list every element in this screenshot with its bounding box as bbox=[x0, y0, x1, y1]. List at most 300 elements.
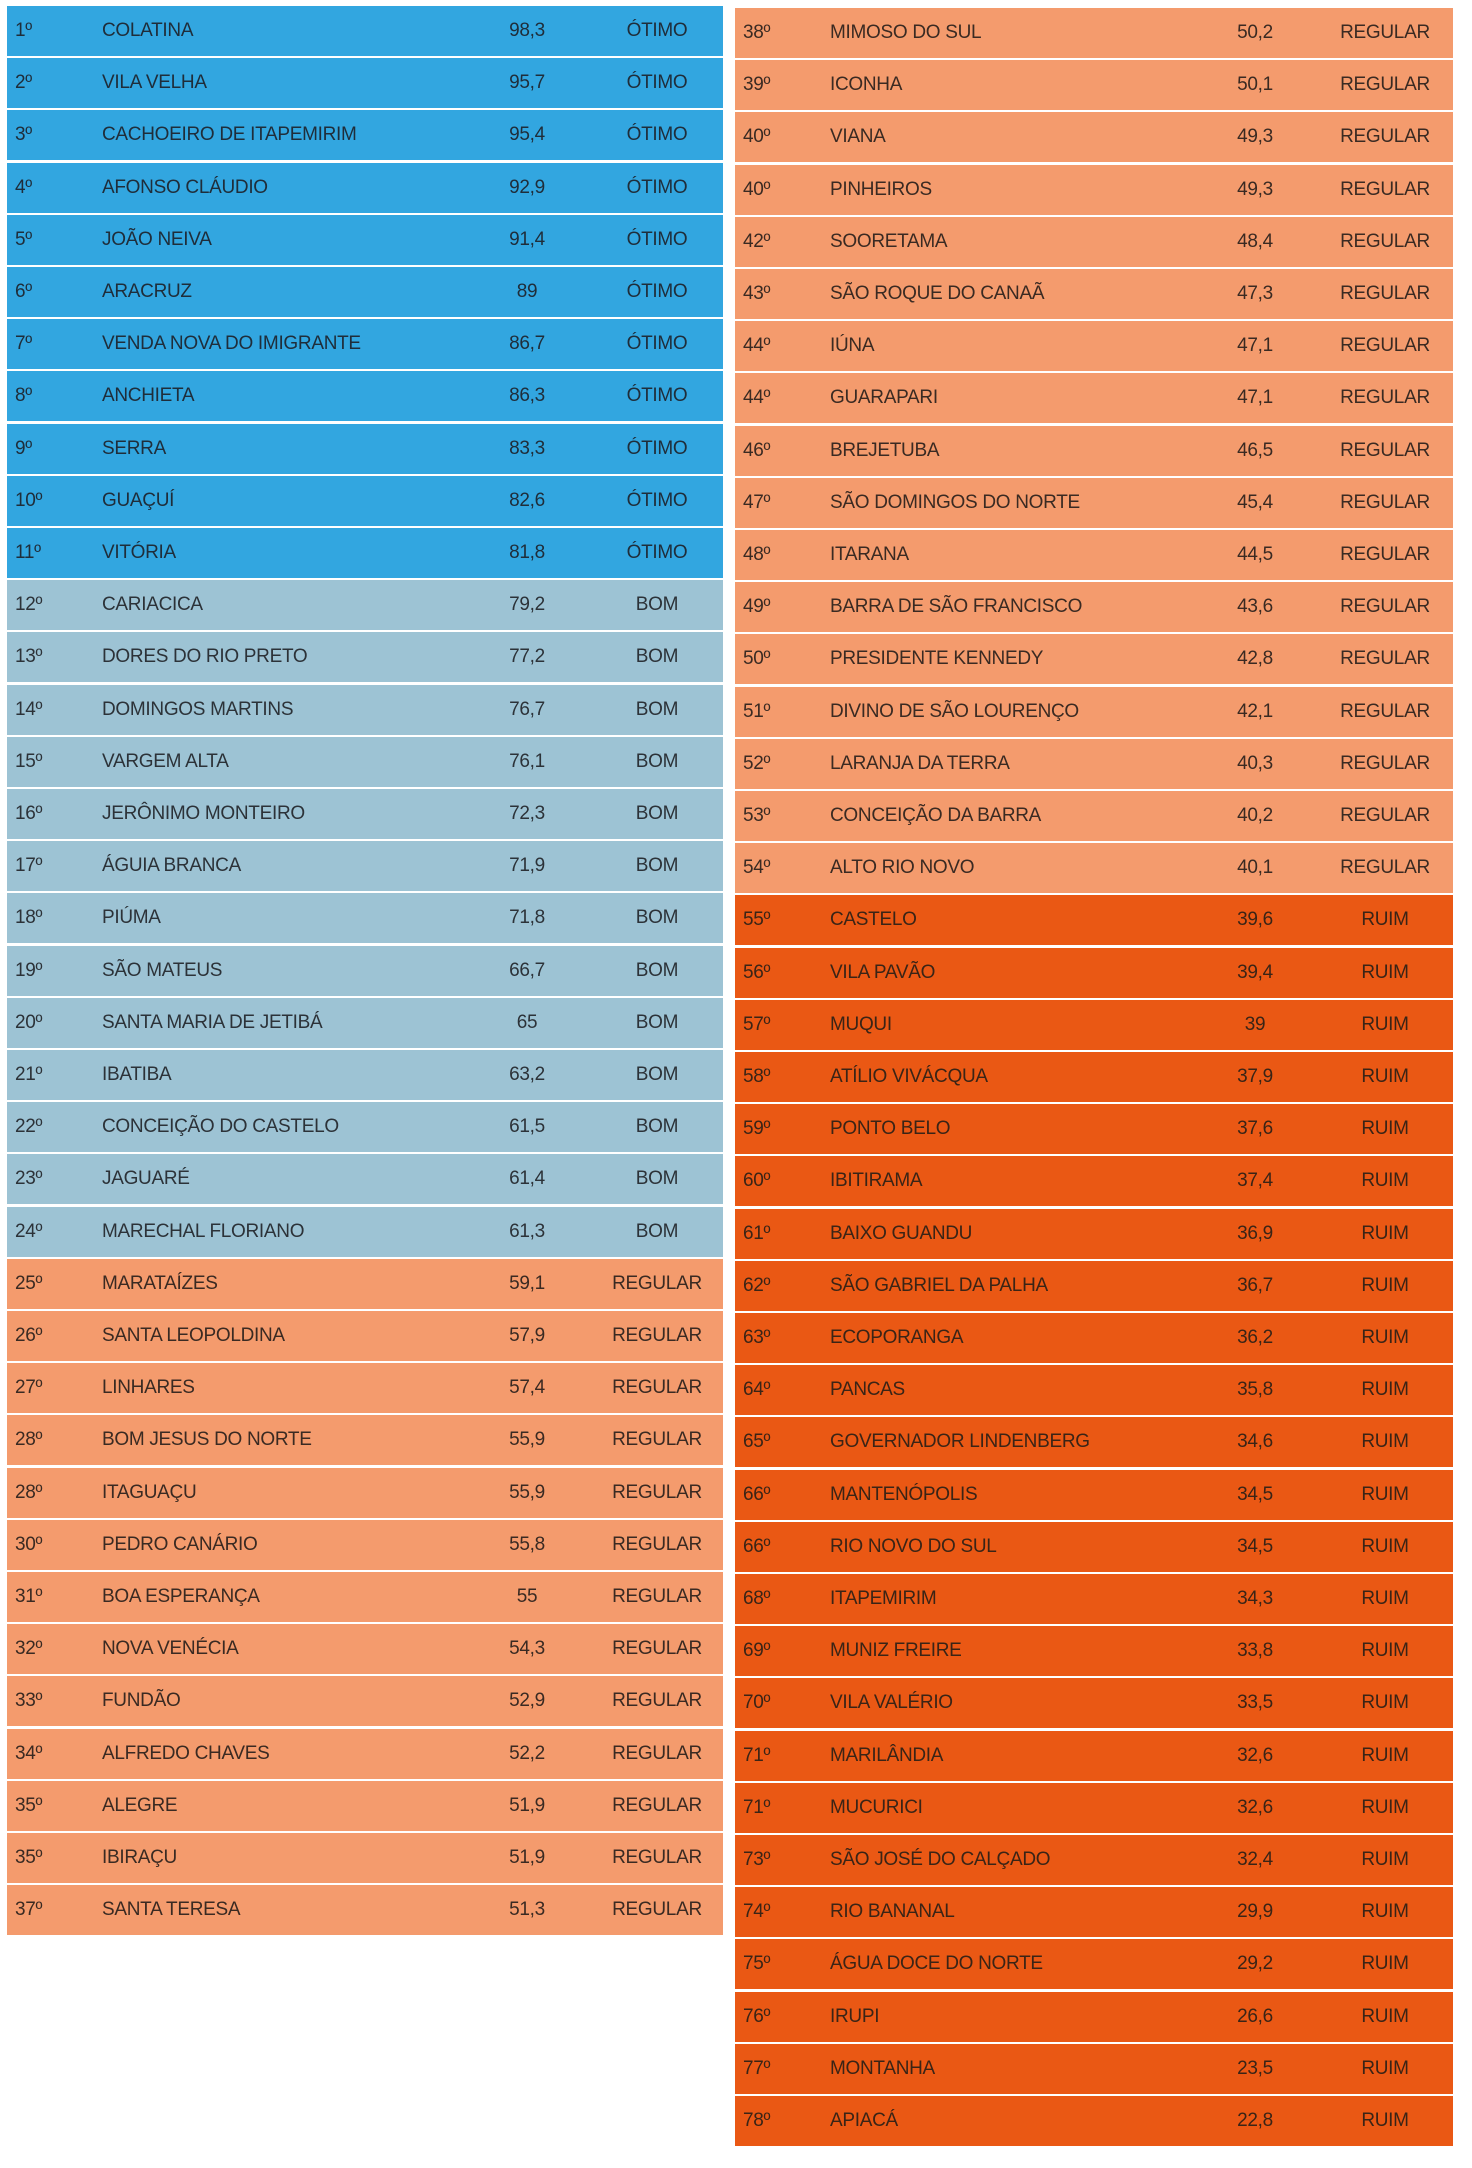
table-row bbox=[7, 1520, 723, 1570]
classification-cell: RUIM bbox=[1361, 1535, 1409, 1557]
classification-cell: REGULAR bbox=[1340, 230, 1430, 252]
table-row bbox=[7, 1363, 723, 1413]
table-row bbox=[735, 321, 1453, 371]
table-row bbox=[735, 165, 1453, 215]
classification-cell: RUIM bbox=[1361, 1953, 1409, 1975]
rank-cell: 78º bbox=[743, 2110, 771, 2131]
table-row bbox=[7, 1415, 723, 1465]
rank-cell: 63º bbox=[743, 1327, 771, 1348]
rank-cell: 53º bbox=[743, 805, 771, 826]
rank-cell: 3º bbox=[15, 124, 32, 146]
municipality-cell: PONTO BELO bbox=[830, 1118, 951, 1140]
table-row bbox=[7, 1572, 723, 1622]
municipality-cell: VIANA bbox=[830, 126, 886, 148]
score-cell: 50,2 bbox=[1237, 22, 1273, 43]
municipality-cell: JAGUARÉ bbox=[102, 1168, 190, 1190]
classification-cell: BOM bbox=[635, 594, 679, 616]
rank-cell: 9º bbox=[15, 437, 32, 459]
score-cell: 83,3 bbox=[509, 437, 545, 459]
rank-cell: 44º bbox=[743, 387, 771, 409]
classification-cell: REGULAR bbox=[1340, 22, 1430, 43]
table-row bbox=[7, 110, 723, 160]
municipality-cell: GUARAPARI bbox=[830, 387, 938, 409]
table-row bbox=[735, 2044, 1453, 2094]
rank-cell: 74º bbox=[743, 1901, 771, 1923]
score-cell: 37,4 bbox=[1237, 1170, 1273, 1192]
rank-cell: 40º bbox=[743, 126, 771, 148]
rank-cell: 22º bbox=[15, 1116, 43, 1138]
rank-cell: 6º bbox=[15, 281, 32, 302]
table-row bbox=[735, 687, 1453, 737]
rank-cell: 59º bbox=[743, 1118, 771, 1140]
table-row bbox=[7, 6, 723, 56]
municipality-cell: VILA PAVÃO bbox=[830, 961, 936, 983]
score-cell: 79,2 bbox=[509, 594, 545, 616]
classification-cell: ÓTIMO bbox=[626, 72, 688, 94]
municipality-cell: BOA ESPERANÇA bbox=[102, 1586, 260, 1607]
classification-cell: RUIM bbox=[1361, 1588, 1409, 1609]
municipality-cell: DOMINGOS MARTINS bbox=[102, 698, 294, 720]
rank-cell: 28º bbox=[15, 1481, 43, 1503]
rank-cell: 73º bbox=[743, 1849, 771, 1870]
score-cell: 51,9 bbox=[509, 1847, 545, 1868]
rank-cell: 16º bbox=[15, 803, 43, 824]
rank-cell: 66º bbox=[743, 1535, 771, 1557]
rank-cell: 8º bbox=[15, 385, 32, 407]
table-row bbox=[7, 1624, 723, 1674]
rank-cell: 10º bbox=[15, 489, 43, 511]
municipality-cell: VARGEM ALTA bbox=[102, 750, 229, 772]
rank-cell: 33º bbox=[15, 1690, 43, 1712]
municipality-cell: CONCEIÇÃO DA BARRA bbox=[830, 805, 1042, 826]
classification-cell: ÓTIMO bbox=[626, 437, 688, 459]
municipality-cell: CONCEIÇÃO DO CASTELO bbox=[102, 1116, 339, 1138]
municipality-cell: BARRA DE SÃO FRANCISCO bbox=[830, 596, 1083, 618]
municipality-cell: MANTENÓPOLIS bbox=[830, 1483, 978, 1505]
municipality-cell: IBATIBA bbox=[102, 1064, 172, 1085]
municipality-cell: MARATAÍZES bbox=[102, 1272, 218, 1294]
municipality-cell: BOM JESUS DO NORTE bbox=[102, 1429, 312, 1451]
rank-cell: 11º bbox=[15, 542, 41, 563]
classification-cell: ÓTIMO bbox=[626, 228, 688, 250]
municipality-cell: ARACRUZ bbox=[102, 281, 192, 302]
municipality-cell: MARILÂNDIA bbox=[830, 1744, 944, 1766]
rank-cell: 52º bbox=[743, 752, 771, 774]
rank-cell: 21º bbox=[15, 1064, 43, 1085]
rank-cell: 58º bbox=[743, 1066, 771, 1087]
classification-cell: REGULAR bbox=[1340, 544, 1430, 565]
municipality-cell: BAIXO GUANDU bbox=[830, 1222, 973, 1244]
table-row bbox=[7, 163, 723, 213]
table-row bbox=[735, 634, 1453, 684]
classification-cell: RUIM bbox=[1361, 1170, 1409, 1192]
score-cell: 51,9 bbox=[509, 1794, 545, 1816]
score-cell: 61,3 bbox=[509, 1220, 545, 1242]
municipality-cell: CACHOEIRO DE ITAPEMIRIM bbox=[102, 124, 357, 146]
score-cell: 51,3 bbox=[509, 1899, 545, 1921]
rank-cell: 62º bbox=[743, 1274, 771, 1296]
rank-cell: 54º bbox=[743, 857, 771, 879]
municipality-cell: JERÔNIMO MONTEIRO bbox=[102, 803, 305, 824]
table-row bbox=[7, 424, 723, 474]
table-row bbox=[735, 1261, 1453, 1311]
municipality-cell: PEDRO CANÁRIO bbox=[102, 1533, 258, 1555]
classification-cell: ÓTIMO bbox=[626, 333, 688, 355]
table-row bbox=[735, 582, 1453, 632]
rank-cell: 40º bbox=[743, 178, 771, 200]
municipality-cell: ALEGRE bbox=[102, 1794, 178, 1816]
table-row bbox=[735, 1052, 1453, 1102]
classification-cell: REGULAR bbox=[1340, 439, 1430, 461]
table-row bbox=[7, 1676, 723, 1726]
table-row bbox=[7, 685, 723, 735]
municipality-cell: SÃO DOMINGOS DO NORTE bbox=[830, 491, 1080, 513]
table-row bbox=[735, 60, 1453, 110]
rank-cell: 75º bbox=[743, 1953, 771, 1975]
municipality-cell: IÚNA bbox=[830, 335, 875, 357]
score-cell: 59,1 bbox=[509, 1272, 545, 1294]
municipality-cell: DORES DO RIO PRETO bbox=[102, 646, 308, 668]
municipality-cell: SANTA TERESA bbox=[102, 1899, 241, 1921]
table-row bbox=[7, 737, 723, 787]
score-cell: 43,6 bbox=[1237, 596, 1273, 618]
rank-cell: 2º bbox=[15, 72, 32, 94]
classification-cell: REGULAR bbox=[612, 1325, 702, 1346]
score-cell: 34,3 bbox=[1237, 1588, 1273, 1609]
score-cell: 34,6 bbox=[1237, 1431, 1273, 1453]
table-row bbox=[7, 1781, 723, 1831]
classification-cell: RUIM bbox=[1361, 1796, 1409, 1818]
score-cell: 47,1 bbox=[1237, 335, 1273, 357]
score-cell: 34,5 bbox=[1237, 1483, 1273, 1505]
municipality-cell: MUQUI bbox=[830, 1013, 892, 1035]
municipality-cell: ANCHIETA bbox=[102, 385, 195, 407]
table-row bbox=[735, 1313, 1453, 1363]
classification-cell: BOM bbox=[635, 907, 679, 929]
municipality-cell: CASTELO bbox=[830, 909, 917, 931]
score-cell: 40,2 bbox=[1237, 805, 1273, 826]
score-cell: 57,4 bbox=[509, 1377, 545, 1399]
table-row bbox=[735, 1992, 1453, 2042]
rank-cell: 30º bbox=[15, 1533, 43, 1555]
classification-cell: BOM bbox=[635, 698, 679, 720]
classification-cell: RUIM bbox=[1361, 1640, 1409, 1662]
score-cell: 71,9 bbox=[509, 855, 545, 877]
classification-cell: REGULAR bbox=[612, 1481, 702, 1503]
score-cell: 66,7 bbox=[509, 959, 545, 981]
score-cell: 65 bbox=[516, 1011, 538, 1033]
municipality-cell: CARIACICA bbox=[102, 594, 203, 616]
municipality-cell: ÁGUIA BRANCA bbox=[102, 855, 241, 877]
rank-cell: 32º bbox=[15, 1638, 43, 1660]
score-cell: 37,6 bbox=[1237, 1118, 1273, 1140]
classification-cell: ÓTIMO bbox=[626, 542, 688, 563]
score-cell: 52,2 bbox=[509, 1742, 545, 1764]
table-row bbox=[735, 426, 1453, 476]
score-cell: 29,2 bbox=[1237, 1953, 1273, 1975]
table-row bbox=[735, 1731, 1453, 1781]
table-row bbox=[735, 791, 1453, 841]
table-row bbox=[735, 1939, 1453, 1989]
table-row bbox=[7, 1259, 723, 1309]
rank-cell: 20º bbox=[15, 1011, 43, 1033]
municipality-cell: LARANJA DA TERRA bbox=[830, 752, 1010, 774]
table-row bbox=[735, 1000, 1453, 1050]
score-cell: 77,2 bbox=[509, 646, 545, 668]
score-cell: 49,3 bbox=[1237, 126, 1273, 148]
table-row bbox=[735, 948, 1453, 998]
table-row bbox=[735, 1835, 1453, 1885]
score-cell: 61,5 bbox=[509, 1116, 545, 1138]
table-row bbox=[7, 789, 723, 839]
municipality-cell: AFONSO CLÁUDIO bbox=[102, 176, 268, 198]
classification-cell: REGULAR bbox=[612, 1638, 702, 1660]
score-cell: 55,8 bbox=[509, 1533, 545, 1555]
score-cell: 44,5 bbox=[1237, 544, 1273, 565]
table-row bbox=[735, 1156, 1453, 1206]
table-row bbox=[735, 843, 1453, 893]
rank-cell: 68º bbox=[743, 1588, 771, 1609]
municipality-cell: VILA VALÉRIO bbox=[830, 1692, 953, 1714]
rank-cell: 37º bbox=[15, 1899, 43, 1921]
score-cell: 36,9 bbox=[1237, 1222, 1273, 1244]
municipality-cell: PANCAS bbox=[830, 1379, 905, 1401]
rank-cell: 64º bbox=[743, 1379, 771, 1401]
classification-cell: REGULAR bbox=[612, 1794, 702, 1816]
classification-cell: BOM bbox=[635, 750, 679, 772]
classification-cell: RUIM bbox=[1361, 1483, 1409, 1505]
rank-cell: 35º bbox=[15, 1794, 43, 1816]
score-cell: 95,4 bbox=[509, 124, 545, 146]
table-row bbox=[7, 893, 723, 943]
table-row bbox=[735, 1417, 1453, 1467]
municipality-cell: SANTA MARIA DE JETIBÁ bbox=[102, 1011, 323, 1033]
score-cell: 42,1 bbox=[1237, 700, 1273, 722]
rank-cell: 34º bbox=[15, 1742, 43, 1764]
table-row bbox=[735, 1104, 1453, 1154]
score-cell: 26,6 bbox=[1237, 2005, 1273, 2027]
municipality-cell: SÃO MATEUS bbox=[102, 959, 223, 981]
score-cell: 61,4 bbox=[509, 1168, 545, 1190]
score-cell: 52,9 bbox=[509, 1690, 545, 1712]
rank-cell: 38º bbox=[743, 22, 771, 43]
table-row bbox=[7, 528, 723, 578]
classification-cell: REGULAR bbox=[1340, 178, 1430, 200]
classification-cell: REGULAR bbox=[1340, 648, 1430, 670]
score-cell: 91,4 bbox=[509, 228, 545, 250]
table-row bbox=[735, 1470, 1453, 1520]
rank-cell: 48º bbox=[743, 544, 771, 565]
classification-cell: REGULAR bbox=[1340, 805, 1430, 826]
table-row bbox=[7, 1885, 723, 1935]
classification-cell: REGULAR bbox=[612, 1899, 702, 1921]
classification-cell: RUIM bbox=[1361, 1901, 1409, 1923]
classification-cell: ÓTIMO bbox=[626, 385, 688, 407]
classification-cell: RUIM bbox=[1361, 2005, 1409, 2027]
classification-cell: BOM bbox=[635, 1220, 679, 1242]
rank-cell: 71º bbox=[743, 1744, 771, 1766]
classification-cell: RUIM bbox=[1361, 961, 1409, 983]
table-row bbox=[735, 1887, 1453, 1937]
rank-cell: 51º bbox=[743, 700, 771, 722]
table-row bbox=[735, 269, 1453, 319]
classification-cell: REGULAR bbox=[1340, 857, 1430, 879]
score-cell: 57,9 bbox=[509, 1325, 545, 1346]
score-cell: 76,1 bbox=[509, 750, 545, 772]
table-row bbox=[735, 8, 1453, 58]
classification-cell: RUIM bbox=[1361, 1849, 1409, 1870]
score-cell: 55 bbox=[516, 1586, 538, 1607]
classification-cell: REGULAR bbox=[1340, 491, 1430, 513]
rank-cell: 71º bbox=[743, 1796, 771, 1818]
score-cell: 22,8 bbox=[1237, 2110, 1273, 2131]
table-row bbox=[7, 632, 723, 682]
score-cell: 47,3 bbox=[1237, 283, 1273, 304]
municipality-cell: SERRA bbox=[102, 437, 166, 459]
rank-cell: 17º bbox=[15, 855, 43, 877]
rank-cell: 42º bbox=[743, 230, 771, 252]
classification-cell: ÓTIMO bbox=[626, 20, 688, 41]
score-cell: 49,3 bbox=[1237, 178, 1273, 200]
table-row bbox=[7, 1050, 723, 1100]
municipality-cell: MIMOSO DO SUL bbox=[830, 22, 982, 43]
score-cell: 32,4 bbox=[1237, 1849, 1273, 1870]
rank-cell: 56º bbox=[743, 961, 771, 983]
table-row bbox=[735, 112, 1453, 162]
score-cell: 48,4 bbox=[1237, 230, 1273, 252]
municipality-cell: RIO BANANAL bbox=[830, 1901, 955, 1923]
table-row bbox=[735, 1574, 1453, 1624]
score-cell: 46,5 bbox=[1237, 439, 1273, 461]
classification-cell: REGULAR bbox=[612, 1429, 702, 1451]
rank-cell: 23º bbox=[15, 1168, 43, 1190]
table-row bbox=[735, 478, 1453, 528]
table-row bbox=[735, 1209, 1453, 1259]
score-cell: 47,1 bbox=[1237, 387, 1273, 409]
classification-cell: RUIM bbox=[1361, 2110, 1409, 2131]
rank-cell: 14º bbox=[15, 698, 43, 720]
classification-cell: REGULAR bbox=[1340, 387, 1430, 409]
table-row bbox=[7, 841, 723, 891]
rank-cell: 7º bbox=[15, 333, 32, 355]
score-cell: 82,6 bbox=[509, 489, 545, 511]
table-row bbox=[735, 1678, 1453, 1728]
municipality-cell: GOVERNADOR LINDENBERG bbox=[830, 1431, 1090, 1453]
municipality-cell: JOÃO NEIVA bbox=[102, 228, 212, 250]
table-row bbox=[735, 2096, 1453, 2146]
rank-cell: 61º bbox=[743, 1222, 771, 1244]
municipality-cell: ITAPEMIRIM bbox=[830, 1588, 937, 1609]
table-row bbox=[7, 580, 723, 630]
municipality-cell: RIO NOVO DO SUL bbox=[830, 1535, 997, 1557]
municipality-cell: VENDA NOVA DO IMIGRANTE bbox=[102, 333, 361, 355]
rank-cell: 43º bbox=[743, 283, 771, 304]
municipality-cell: ICONHA bbox=[830, 74, 903, 96]
table-row bbox=[7, 1154, 723, 1204]
municipality-cell: SÃO JOSÉ DO CALÇADO bbox=[830, 1849, 1051, 1870]
classification-cell: BOM bbox=[635, 1116, 679, 1138]
classification-cell: RUIM bbox=[1361, 1379, 1409, 1401]
municipality-cell: SÃO GABRIEL DA PALHA bbox=[830, 1274, 1048, 1296]
rank-cell: 69º bbox=[743, 1640, 771, 1662]
municipality-cell: ITAGUAÇU bbox=[102, 1481, 197, 1503]
score-cell: 98,3 bbox=[509, 20, 545, 41]
rank-cell: 12º bbox=[15, 594, 43, 616]
score-cell: 86,3 bbox=[509, 385, 545, 407]
municipality-cell: COLATINA bbox=[102, 20, 194, 41]
municipality-cell: GUAÇUÍ bbox=[102, 489, 175, 511]
classification-cell: RUIM bbox=[1361, 1431, 1409, 1453]
municipality-cell: VITÓRIA bbox=[102, 542, 176, 563]
municipality-cell: SOORETAMA bbox=[830, 230, 948, 252]
score-cell: 34,5 bbox=[1237, 1535, 1273, 1557]
score-cell: 33,8 bbox=[1237, 1640, 1273, 1662]
table-row bbox=[7, 58, 723, 108]
table-row bbox=[7, 476, 723, 526]
rank-cell: 25º bbox=[15, 1272, 43, 1294]
score-cell: 35,8 bbox=[1237, 1379, 1273, 1401]
score-cell: 45,4 bbox=[1237, 491, 1273, 513]
municipality-cell: PIÚMA bbox=[102, 907, 161, 929]
municipality-cell: DIVINO DE SÃO LOURENÇO bbox=[830, 700, 1079, 722]
score-cell: 89 bbox=[516, 281, 538, 302]
score-cell: 54,3 bbox=[509, 1638, 545, 1660]
municipality-cell: ITARANA bbox=[830, 544, 909, 565]
classification-cell: RUIM bbox=[1361, 1013, 1409, 1035]
table-row bbox=[735, 1365, 1453, 1415]
classification-cell: ÓTIMO bbox=[626, 489, 688, 511]
municipality-cell: ÁGUA DOCE DO NORTE bbox=[830, 1953, 1043, 1975]
classification-cell: REGULAR bbox=[612, 1847, 702, 1868]
rank-cell: 65º bbox=[743, 1431, 771, 1453]
score-cell: 71,8 bbox=[509, 907, 545, 929]
classification-cell: RUIM bbox=[1361, 1118, 1409, 1140]
rank-cell: 47º bbox=[743, 491, 771, 513]
classification-cell: REGULAR bbox=[612, 1742, 702, 1764]
table-row bbox=[735, 1783, 1453, 1833]
municipality-cell: MUCURICI bbox=[830, 1796, 923, 1818]
rank-cell: 28º bbox=[15, 1429, 43, 1451]
classification-cell: RUIM bbox=[1361, 1692, 1409, 1714]
score-cell: 32,6 bbox=[1237, 1744, 1273, 1766]
classification-cell: RUIM bbox=[1361, 1274, 1409, 1296]
rank-cell: 13º bbox=[15, 646, 43, 668]
table-row bbox=[7, 215, 723, 265]
table-row bbox=[7, 371, 723, 421]
score-cell: 81,8 bbox=[509, 542, 545, 563]
rank-cell: 66º bbox=[743, 1483, 771, 1505]
score-cell: 50,1 bbox=[1237, 74, 1273, 96]
rank-cell: 39º bbox=[743, 74, 771, 96]
municipality-cell: ALTO RIO NOVO bbox=[830, 857, 975, 879]
municipality-cell: LINHARES bbox=[102, 1377, 195, 1399]
rank-cell: 55º bbox=[743, 909, 771, 931]
table-row bbox=[735, 1626, 1453, 1676]
rank-cell: 57º bbox=[743, 1013, 771, 1035]
municipality-cell: ALFREDO CHAVES bbox=[102, 1742, 270, 1764]
table-row bbox=[7, 1102, 723, 1152]
score-cell: 36,2 bbox=[1237, 1327, 1273, 1348]
classification-cell: RUIM bbox=[1361, 1222, 1409, 1244]
municipality-cell: SANTA LEOPOLDINA bbox=[102, 1325, 285, 1346]
score-cell: 36,7 bbox=[1237, 1274, 1273, 1296]
rank-cell: 46º bbox=[743, 439, 771, 461]
rank-cell: 27º bbox=[15, 1377, 43, 1399]
rank-cell: 60º bbox=[743, 1170, 771, 1192]
table-row bbox=[735, 217, 1453, 267]
municipality-cell: IRUPI bbox=[830, 2005, 880, 2027]
score-cell: 63,2 bbox=[509, 1064, 545, 1085]
